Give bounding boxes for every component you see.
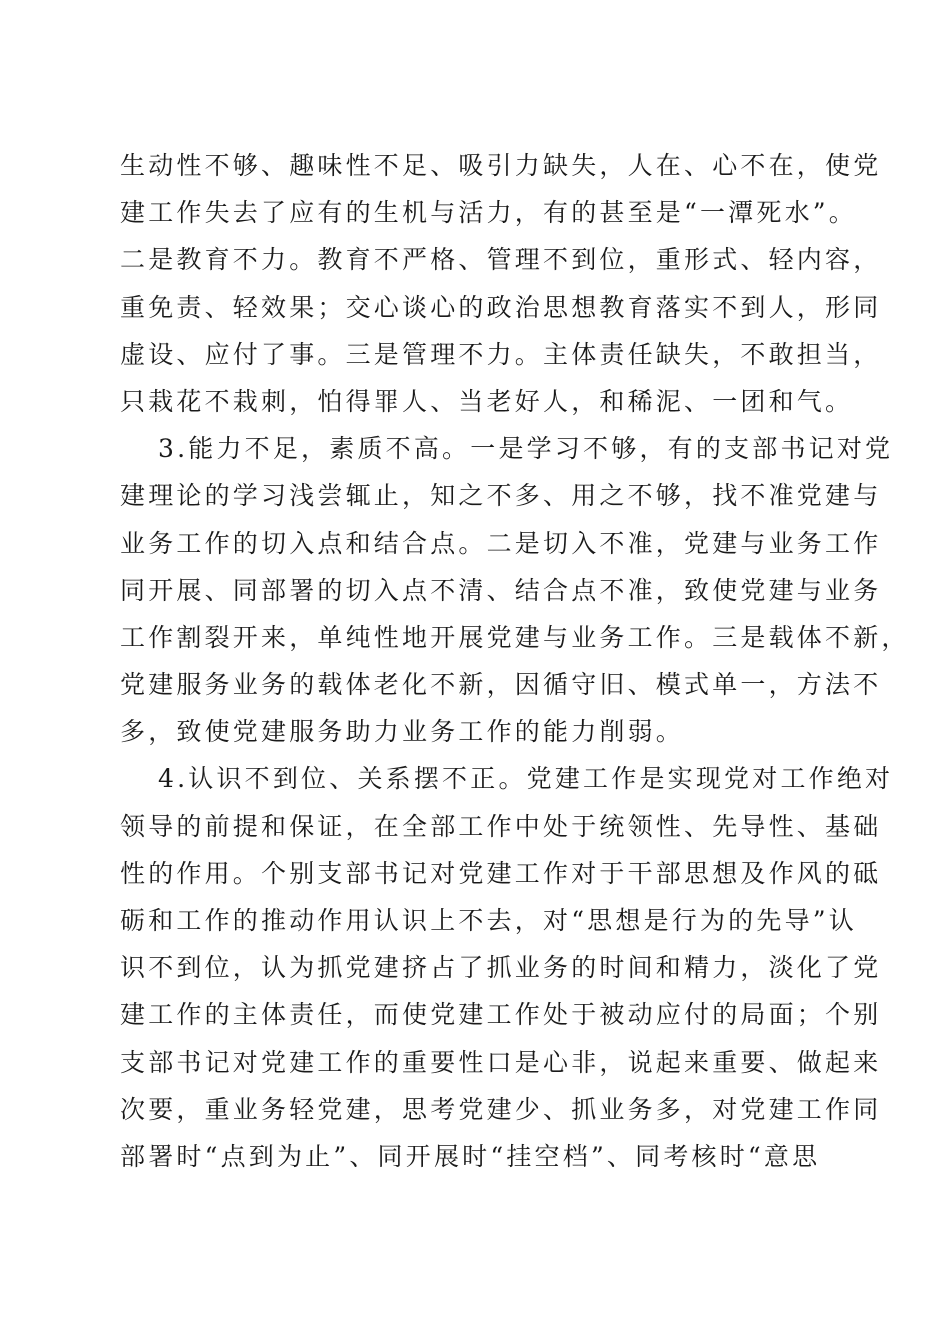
text-line: 建工作的主体责任，而使党建工作处于被动应付的局面；个别 [120,1000,882,1030]
text-line: 重免责、轻效果；交心谈心的政治思想教育落实不到人，形同 [120,292,882,322]
text-line: 性的作用。个别支部书记对党建工作对于干部思想及作风的砥 [120,858,882,888]
text-line: 二是教育不力。教育不严格、管理不到位，重形式、轻内容， [120,245,882,275]
text-line: 只栽花不栽刺，怕得罪人、当老好人，和稀泥、一团和气。 [120,386,854,416]
text-line: 工作割裂开来，单纯性地开展党建与业务工作。三是载体不新， [120,622,910,652]
text-line: 4.认识不到位、关系摆不正。党建工作是实现党对工作绝对 [158,764,894,794]
text-line: 建工作失去了应有的生机与活力，有的甚至是“一潭死水”。 [120,198,857,228]
text-line: 次要，重业务轻党建，思考党建少、抓业务多，对党建工作同 [120,1094,882,1124]
text-line: 建理论的学习浅尝辄止，知之不多、用之不够，找不准党建与 [120,481,882,511]
text-line: 砺和工作的推动作用认识上不去，对“思想是行为的先导”认 [120,906,857,935]
text-line: 识不到位，认为抓党建挤占了抓业务的时间和精力，淡化了党 [120,953,882,983]
text-line: 生动性不够、趣味性不足、吸引力缺失，人在、心不在，使党 [120,151,882,180]
text-line: 多，致使党建服务助力业务工作的能力削弱。 [120,717,685,747]
document-body [120,142,910,1180]
text-line: 支部书记对党建工作的重要性口是心非，说起来重要、做起来 [120,1047,882,1077]
text-line: 虚设、应付了事。三是管理不力。主体责任缺失，不敢担当， [120,339,882,369]
text-line: 领导的前提和保证，在全部工作中处于统领性、先导性、基础 [120,811,882,841]
text-line: 部署时“点到为止”、同开展时“挂空档”、同考核时“意思 [120,1141,821,1171]
text-line: 3.能力不足，素质不高。一是学习不够，有的支部书记对党 [158,434,894,464]
text-line: 同开展、同部署的切入点不清、结合点不准，致使党建与业务 [120,575,882,605]
text-line: 党建服务业务的载体老化不新，因循守旧、模式单一，方法不 [120,670,882,700]
text-line: 业务工作的切入点和结合点。二是切入不准，党建与业务工作 [120,528,882,558]
